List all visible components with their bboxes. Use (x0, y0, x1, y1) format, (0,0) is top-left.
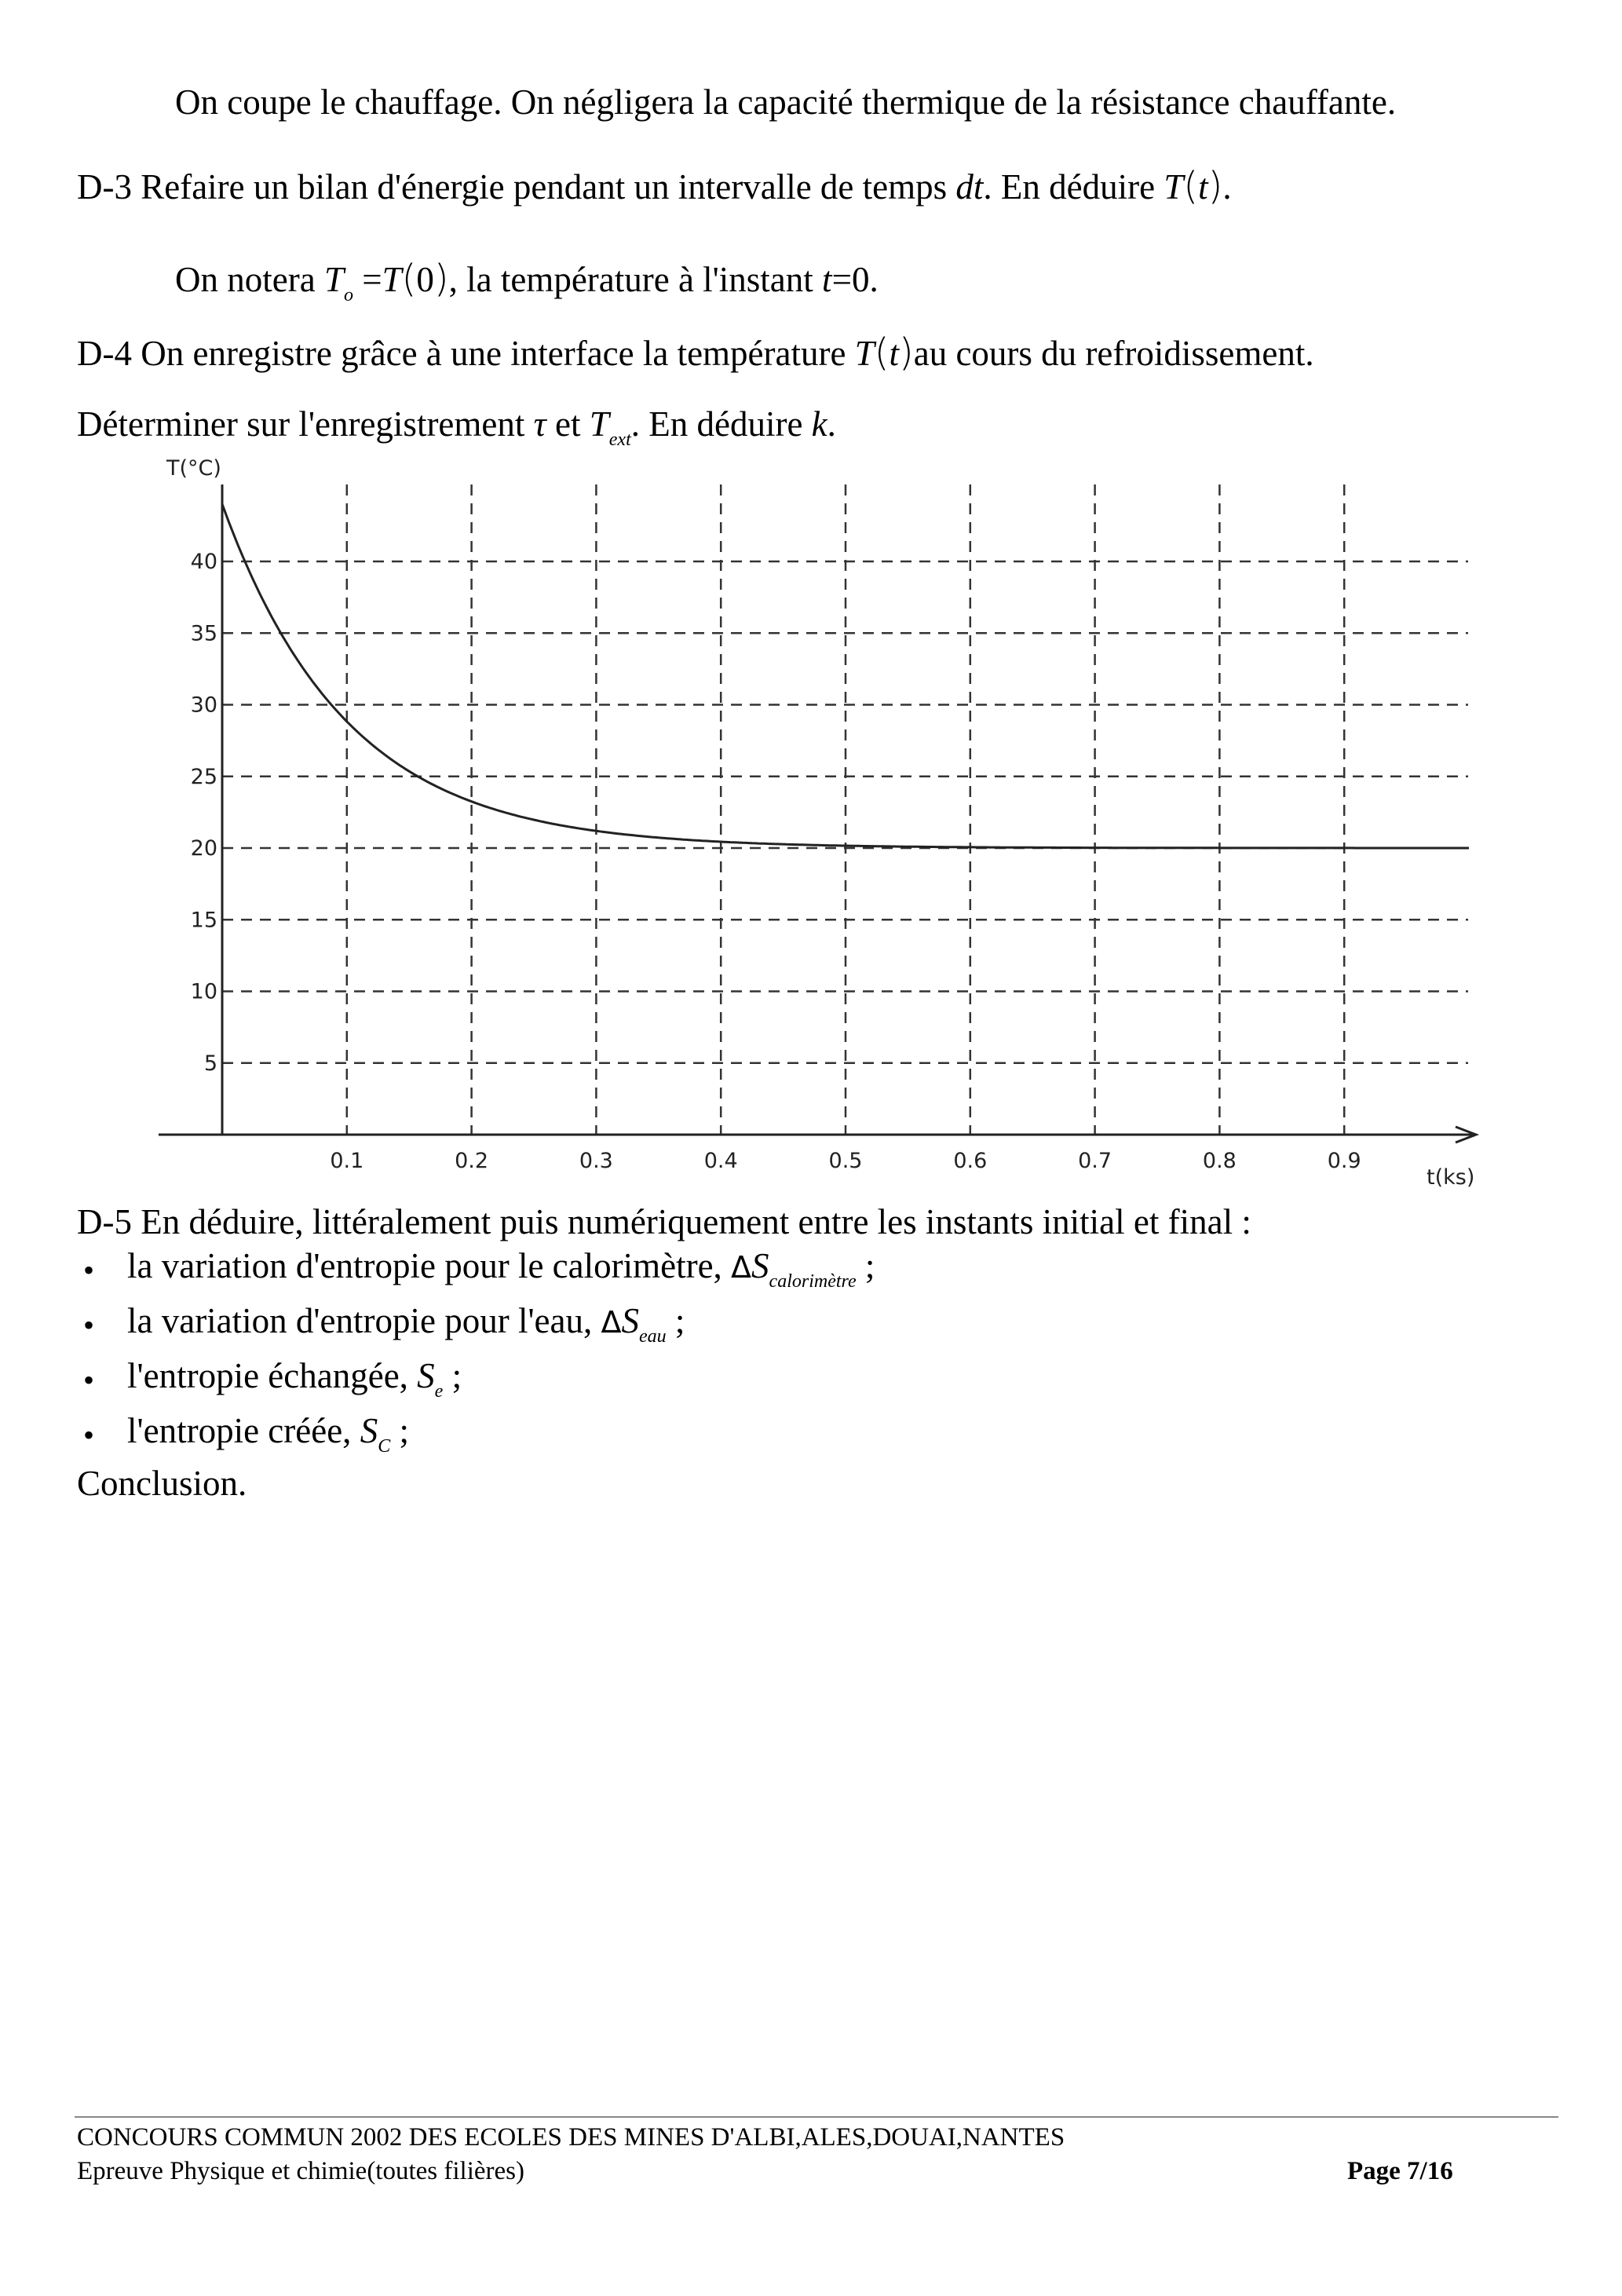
x-tick-label: 0.3 (579, 1149, 613, 1173)
bullet-icon: • (83, 1417, 95, 1453)
x-tick-label: 0.1 (330, 1149, 364, 1173)
footer-line-1: CONCOURS COMMUN 2002 DES ECOLES DES MINES D'ALBI,ALES,DOUAI,NANTES (77, 2123, 1065, 2152)
footer-line-2: Epreuve Physique et chimie(toutes filières) (77, 2157, 524, 2185)
math-T: T (854, 334, 875, 373)
math-S-sub: eau (639, 1326, 667, 1347)
x-tick-label: 0.4 (703, 1149, 738, 1173)
conclusion-text: Conclusion. (77, 1464, 247, 1503)
list-item (127, 1413, 409, 1456)
question-d3-text-b: . En déduire (983, 167, 1156, 207)
math-S-sub: e (434, 1381, 444, 1402)
math-equals: = (362, 260, 382, 299)
list-item-text: la variation d'entropie pour le calorimètre, (127, 1246, 722, 1285)
question-determine (77, 404, 836, 450)
math-S-sub: C (378, 1436, 391, 1457)
question-d5 (77, 1202, 1251, 1241)
y-tick-label: 10 (190, 979, 217, 1004)
bullet-icon: • (83, 1362, 95, 1398)
temperature-chart (149, 452, 1484, 1194)
list-item-end: ; (399, 1411, 409, 1450)
paren-open: ( (874, 331, 890, 375)
list-item-text: l'entropie échangée, (127, 1356, 408, 1395)
chart-grid (222, 484, 1468, 1135)
y-tick-label: 20 (190, 836, 217, 861)
determine-et: et (555, 404, 581, 444)
chart-axes (159, 484, 1476, 1143)
list-item-text: la variation d'entropie pour l'eau, (127, 1301, 593, 1340)
list-item (127, 1303, 685, 1346)
math-T-of: T (382, 260, 402, 299)
math-Text-sub: ext (608, 430, 631, 450)
question-d4-text: D-4 On enregistre grâce à une interface la température (77, 334, 846, 373)
math-S: S (621, 1301, 640, 1340)
list-item (127, 1246, 875, 1292)
footer-divider (75, 2116, 1558, 2118)
list-item-end: ; (864, 1246, 875, 1285)
x-tick-label: 0.6 (953, 1149, 988, 1173)
y-tick-label: 40 (190, 550, 217, 574)
math-t: t (1198, 167, 1208, 207)
math-t: t (889, 334, 899, 373)
paren-open: ( (1183, 164, 1199, 208)
question-d3-text: D-3 Refaire un bilan d'énergie pendant un intervalle de temps (77, 167, 948, 207)
math-S: S (360, 1411, 378, 1450)
math-T: T (1164, 167, 1184, 207)
x-tick-label: 0.7 (1078, 1149, 1112, 1173)
y-tick-label: 5 (203, 1051, 217, 1076)
x-tick-label: 0.8 (1202, 1149, 1237, 1173)
math-S: S (417, 1356, 435, 1395)
math-T0: T (323, 260, 344, 299)
paragraph-heating-off (175, 82, 1397, 122)
y-tick-label: 25 (190, 764, 217, 789)
chart-tick-labels (191, 550, 1361, 1173)
math-delta: Δ (601, 1305, 622, 1340)
paren-close: ) (1207, 164, 1223, 208)
list-item-text: l'entropie créée, (127, 1411, 352, 1450)
x-tick-label: 0.2 (455, 1149, 489, 1173)
paren-open: ( (401, 257, 417, 301)
question-d4 (77, 331, 1314, 375)
math-delta: Δ (731, 1250, 752, 1285)
bullet-icon: • (83, 1307, 95, 1343)
question-d4-text-b: au cours du refroidissement. (913, 334, 1314, 373)
determine-end: . (827, 404, 836, 444)
question-d3 (77, 164, 1232, 208)
question-d5-text: D-5 En déduire, littéralement puis numériquement entre les instants initial et final : (77, 1202, 1251, 1241)
bullet-icon: • (83, 1252, 95, 1288)
math-S-sub: calorimètre (769, 1271, 857, 1292)
math-t-instant: t (822, 260, 832, 299)
list-item (127, 1358, 462, 1401)
math-T0-sub: o (343, 285, 353, 305)
conclusion (77, 1466, 247, 1501)
math-dt: dt (955, 167, 984, 207)
y-tick-label: 30 (190, 693, 217, 718)
paragraph-notation (175, 257, 879, 305)
determine-text-b: . En déduire (630, 404, 803, 444)
list-item-end: ; (451, 1356, 462, 1395)
math-Text: T (589, 404, 609, 444)
math-S: S (751, 1246, 769, 1285)
determine-text-a: Déterminer sur l'enregistrement (77, 404, 525, 444)
paren-close: ) (898, 331, 914, 375)
math-tau: τ (533, 404, 546, 444)
y-tick-label: 15 (190, 908, 217, 933)
question-d3-end: . (1222, 167, 1232, 207)
y-tick-label: 35 (190, 621, 217, 646)
math-k: k (811, 404, 827, 444)
footer-page-number: Page 7/16 (1347, 2157, 1453, 2185)
x-tick-label: 0.5 (828, 1149, 863, 1173)
paren-close: ) (433, 257, 449, 301)
paragraph-heating-off-text: On coupe le chauffage. On négligera la capacité thermique de la résistance chauffante. (175, 82, 1397, 122)
notation-text-b: , la température à l'instant (448, 260, 813, 299)
x-tick-label: 0.9 (1327, 1149, 1361, 1173)
notation-text-c: =0. (831, 260, 879, 299)
math-zero: 0 (416, 260, 434, 299)
notation-text-a: On notera (175, 260, 316, 299)
chart-ylabel: T(°C) (166, 456, 221, 481)
list-item-end: ; (674, 1301, 685, 1340)
chart-xlabel: t(ks) (1427, 1165, 1475, 1190)
